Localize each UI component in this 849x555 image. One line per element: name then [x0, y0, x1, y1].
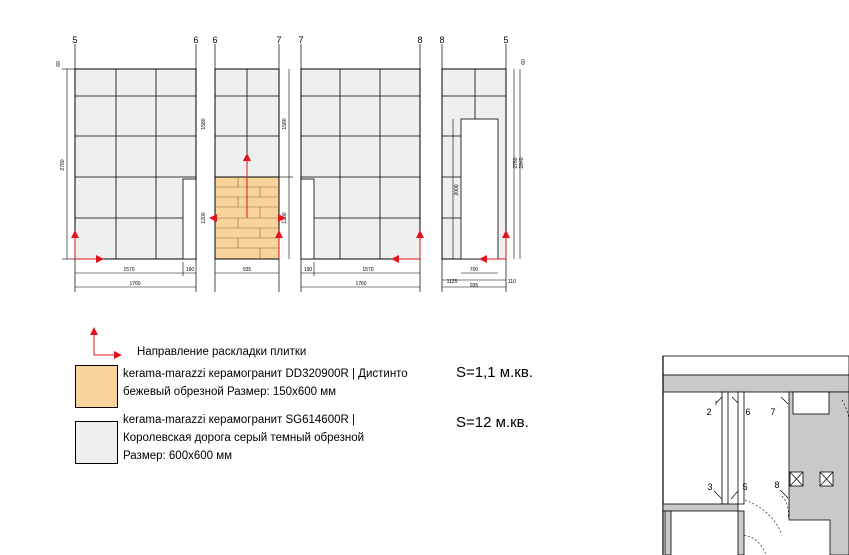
axis-label: 8 [417, 35, 423, 45]
dim-total: 1760 [129, 281, 141, 287]
door-opening [461, 119, 498, 259]
dim-lower: 1200 [282, 212, 288, 224]
dim-upper: 1580 [282, 118, 288, 130]
grey-tile-name-line1: kerama-marazzi керамогранит SG614600R | [123, 414, 355, 426]
dim-door-height: 2000 [454, 184, 460, 196]
wall-panel-5-6 [56, 35, 199, 292]
dim-height: 2840 [519, 157, 525, 169]
plan-label: 2 [706, 407, 712, 417]
grey-tile-area: S=12 м.кв. [456, 414, 529, 431]
plan-label: 6 [745, 407, 751, 417]
dim-width: 1570 [123, 267, 135, 273]
beige-tile-name-line2: бежевый обрезной Размер: 150х600 мм [123, 386, 337, 398]
plan-label: 7 [770, 407, 776, 417]
dim-top: 60 [521, 59, 527, 65]
dim-width: 1125 [446, 279, 458, 285]
axis-label: 5 [72, 35, 78, 45]
axis-label: 7 [298, 35, 304, 45]
grey-tile-swatch [75, 421, 118, 464]
dim-top: 60 [56, 61, 62, 67]
dim-lower-left: 1200 [201, 212, 207, 224]
axis-label: 6 [212, 35, 218, 45]
grey-tile-name-line2: Королевская дорога серый темный обрезной [123, 432, 365, 444]
dim-height: 2780 [60, 159, 66, 171]
beige-tile-area: S=1,1 м.кв. [456, 364, 533, 381]
legend-direction-arrow [94, 328, 121, 355]
dim-width: 190 [303, 267, 313, 273]
wall-panel-8-5 [439, 35, 527, 292]
dim-width: 1570 [362, 267, 374, 273]
axis-label: 6 [193, 35, 199, 45]
plan-label: 3 [707, 482, 713, 492]
beige-tile-swatch [75, 365, 118, 408]
axis-label: 5 [503, 35, 509, 45]
legend-direction-label: Направление раскладки плитки [137, 346, 307, 358]
grey-tile-name-line3: Размер: 600х600 мм [123, 450, 233, 462]
wall-panel-7-8 [298, 35, 422, 292]
axis-label: 7 [276, 35, 282, 45]
floor-plan-fragment [663, 356, 849, 555]
beige-tile-name-line1: kerama-marazzi керамогранит DD320900R | Дистинто [123, 368, 408, 380]
dim-width: 700 [469, 267, 479, 273]
dim-upper-left: 1580 [201, 118, 207, 130]
plan-label: 8 [774, 480, 780, 490]
dim-height: 2780 [513, 157, 519, 169]
dim-total: 1760 [355, 281, 367, 287]
plan-label: 5 [742, 482, 748, 492]
axis-label: 8 [439, 35, 445, 45]
dim-width: 935 [242, 267, 252, 273]
dim-width: 110 [508, 279, 516, 285]
wall-panel-6-7 [201, 35, 293, 292]
dim-total: 935 [469, 283, 479, 289]
dim-width: 190 [185, 267, 195, 273]
